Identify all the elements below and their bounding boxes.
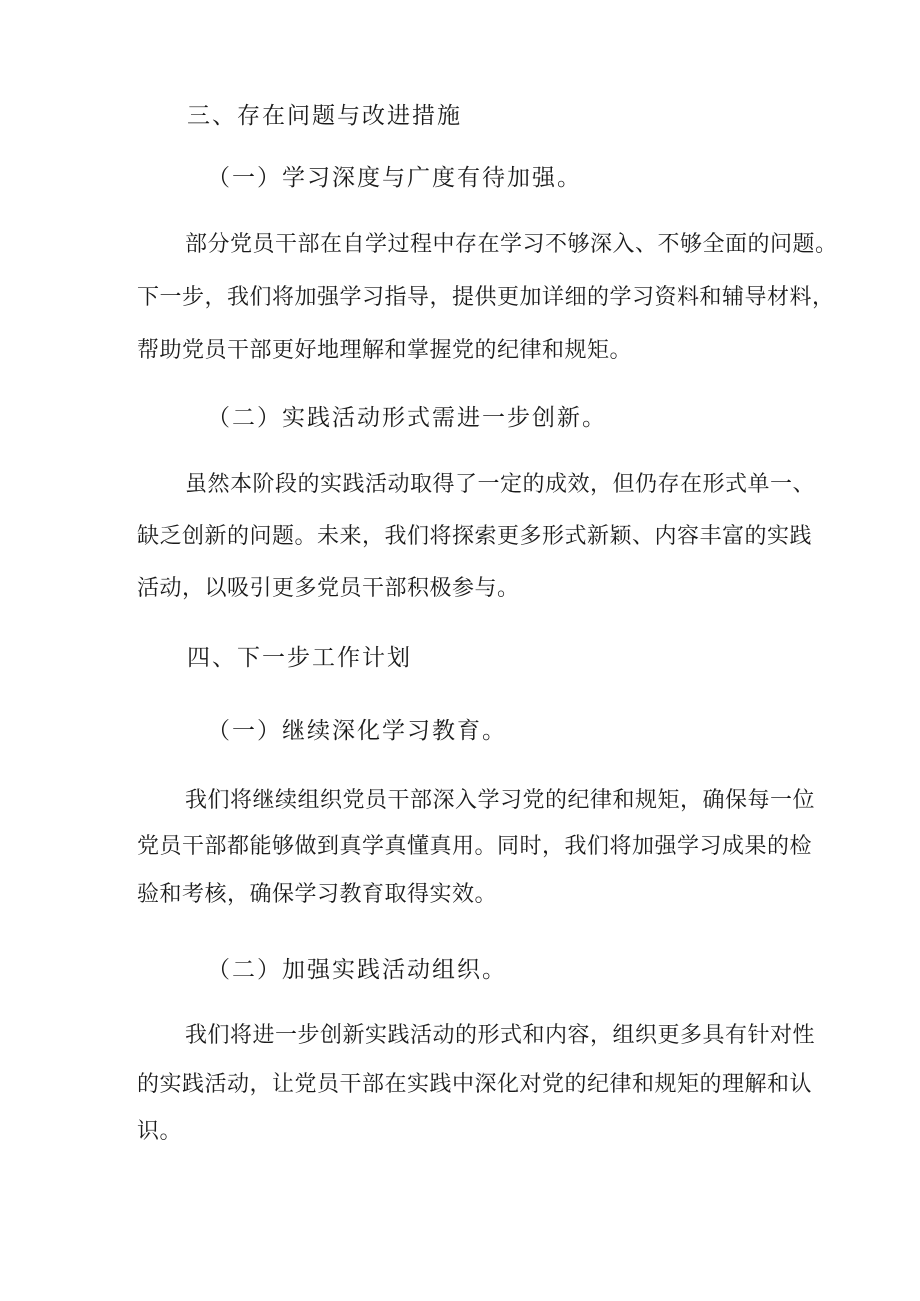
paragraph-line: 部分党员干部在自学过程中存在学习不够深入、不够全面的问题。 (185, 232, 838, 257)
paragraph-line: 我们将进一步创新实践活动的形式和内容，组织更多具有针对性 (185, 1023, 816, 1048)
paragraph-line: 党员干部都能够做到真学真懂真用。同时，我们将加强学习成果的检 (137, 834, 813, 859)
paragraph-line: 虽然本阶段的实践活动取得了一定的成效，但仍存在形式单一、 (185, 472, 816, 497)
paragraph-line: 识。 (137, 1119, 183, 1144)
section-4-item-1-title: （一）继续深化学习教育。 (207, 718, 507, 744)
paragraph-line: 的实践活动，让党员干部在实践中深化对党的纪律和规矩的理解和认 (137, 1072, 813, 1097)
paragraph-line: 缺乏创新的问题。未来，我们将探索更多形式新颖、内容丰富的实践 (137, 524, 813, 549)
section-4-item-2-title: （二）加强实践活动组织。 (207, 957, 507, 983)
paragraph-line: 帮助党员干部更好地理解和掌握党的纪律和规矩。 (137, 338, 633, 363)
section-3-title: 三、存在问题与改进措施 (187, 103, 462, 129)
paragraph-line: 活动，以吸引更多党员干部积极参与。 (137, 576, 520, 601)
section-3-item-1-title: （一）学习深度与广度有待加强。 (207, 165, 582, 191)
paragraph-line: 验和考核，确保学习教育取得实效。 (137, 882, 498, 907)
section-4-title: 四、下一步工作计划 (187, 645, 412, 671)
paragraph-line: 我们将继续组织党员干部深入学习党的纪律和规矩，确保每一位 (185, 788, 816, 813)
section-3-item-2-title: （二）实践活动形式需进一步创新。 (207, 405, 607, 431)
paragraph-line: 下一步，我们将加强学习指导，提供更加详细的学习资料和辅导材料， (137, 285, 835, 310)
